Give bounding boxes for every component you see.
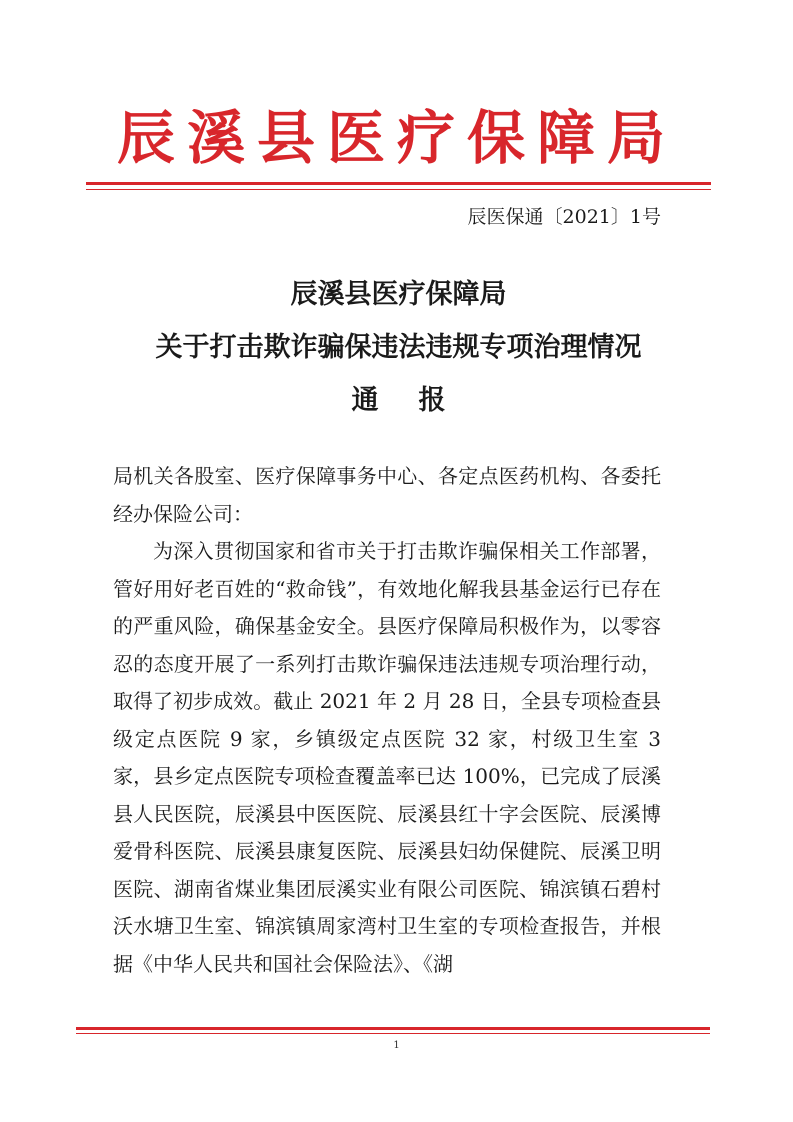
title-line-1: 辰溪县医疗保障局: [290, 279, 507, 310]
footer-red-rule-thin: [76, 1033, 710, 1034]
agency-masthead: 辰溪县医疗保障局: [116, 104, 677, 172]
paragraph-1: 为深入贯彻国家和省市关于打击欺诈骗保相关工作部署，管好用好老百姓的“救命钱”，有效地化解我县基金运行已存在的严重风险，确保基金安全。县医疗保障局积极作为，以零容忍的态度开展了一系列打击欺诈骗保违法违规专项治理行动，取得了初步成效。截止 2021 年 2 月 28 日，全县专项检查县级定点医院 9 家，乡镇级定点医院 32 家，村级卫生室 3 家，县乡定点医院专项检查覆盖率已达 100%，已完成了辰溪县人民医院，辰溪县中医医院、辰溪县红十字会医院、辰溪博爱骨科医院、辰溪县康复医院、辰溪县妇幼保健院、辰溪卫明医院、湖南省煤业集团辰溪实业有限公司医院、锦滨镇石碧村沃水塘卫生室、锦滨镇周家湾村卫生室的专项检查报告，并根据《中华人民共和国社会保险法》、《湖: [113, 539, 661, 976]
header-red-rule-thin: [86, 189, 711, 190]
document-number: 辰医保通〔2021〕1号: [467, 206, 661, 228]
header-red-rule-thick: [86, 182, 711, 185]
document-title: [86, 268, 711, 427]
title-line-2: 关于打击欺诈骗保违法违规专项治理情况: [155, 332, 642, 363]
title-line-3: 通报: [351, 385, 486, 416]
body-text: [113, 458, 661, 983]
page-number: 1: [393, 1040, 400, 1051]
addressee: 局机关各股室、医疗保障事务中心、各定点医药机构、各委托经办保险公司：: [113, 464, 661, 526]
footer-red-rule-thick: [76, 1027, 710, 1030]
